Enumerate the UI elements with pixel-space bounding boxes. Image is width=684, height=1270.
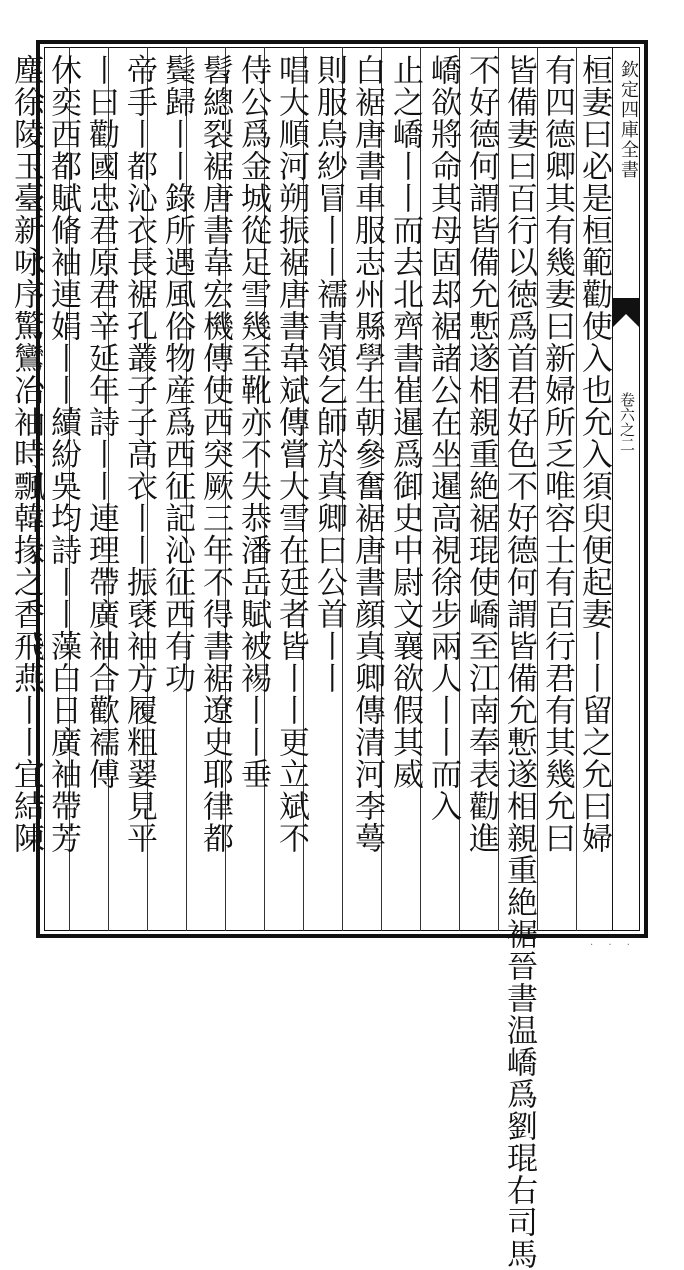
text-column: 髫總裂裾唐書韋宏機傳使西突厥三年不得書裾遼史耶律都 [197, 54, 233, 854]
margin-book-title: 欽定四庫全書 [618, 60, 639, 180]
text-column: 侍公爲金城從足雪幾至靴亦不失恭潘岳賦被裼丨丨垂 [235, 54, 271, 790]
text-column: 有四德卿其有幾妻曰新婦所乏唯容士有百行君有其幾允曰 [539, 54, 575, 854]
text-column: 塵徐陵玉臺新咏序驚鸞冶袖時飄韓掾之香飛燕丨丨宜結陳 [8, 54, 44, 854]
text-column: 不好德何謂皆備允慙遂相親重絶裾琨使嶠至江南奉表勸進 [463, 54, 499, 854]
text-column: 止之嶠丨丨而去北齊書崔暹爲御史中尉文襄欲假其威 [387, 54, 423, 790]
text-column: 白裾唐書車服志州縣學生朝參奮裾唐書顔真卿傳清河李蕚 [349, 54, 385, 854]
text-column: 桓妻曰必是桓範勸使入也允入須臾便起妻丨丨留之允曰婦 [576, 54, 612, 854]
scan-speckle: · · · [590, 940, 636, 951]
column-rule [537, 47, 538, 931]
text-column: 則服烏紗冒丨丨襦青領乞師於真卿曰公首丨丨 [311, 54, 347, 694]
text-column: 嶠欲將命其母固𨚫裾諸公在坐暹高視徐步兩人丨丨而入 [425, 54, 461, 822]
text-column: 鬓歸丨丨錄所遇風俗物産爲西征記沁征西有功 [159, 54, 195, 694]
margin-volume-label: 卷六之二 [618, 392, 636, 452]
text-column: 丨曰勸國忠君原君辛延年詩丨丨連理帶廣袖合歡襦傅 [83, 54, 119, 790]
text-column: 帝手丨都沁衣長裾孔叢子子高衣丨丨振褎袖方履粗翣見平 [121, 54, 157, 854]
text-column: 皆備妻曰百行以徳爲首君好色不好德何謂皆備允慙遂相親重絶裾晉書温嶠爲劉琨右司馬 [501, 54, 537, 1270]
fishtail-mark [612, 298, 640, 328]
text-column: 休奕西都賦脩袖連娟丨丨續紛吳均詩丨丨藻白日廣袖帶芳 [45, 54, 81, 854]
text-column: 唱大順河朔振裾唐書韋斌傳嘗大雪在廷者皆丨丨更立斌不 [273, 54, 309, 854]
